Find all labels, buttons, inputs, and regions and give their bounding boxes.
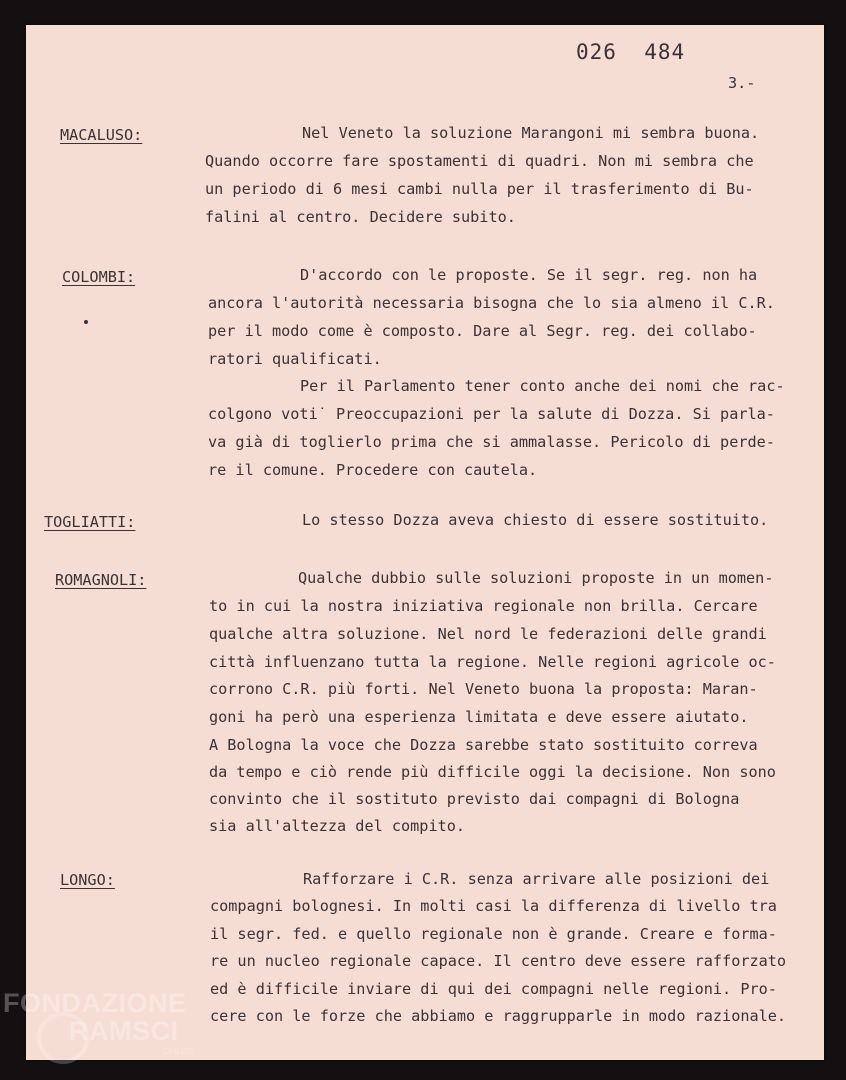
archive-number: 026 484 [576,40,686,64]
text-line: D'accordo con le proposte. Se il segr. reg. non ha [300,266,758,284]
speaker-colombi: COLOMBI: [62,268,136,286]
text-line: ratori qualificati. [208,350,382,368]
text-line: ed è difficile inviare di qui dei compagni nelle regioni. Pro- [210,980,777,998]
speaker-longo: LONGO: [60,871,115,889]
speaker-togliatti: TOGLIATTI: [44,513,136,531]
watermark-line-1: FONDAZIONE [3,988,187,1018]
watermark-line-3: ONLUS [163,1046,195,1056]
text-line: goni ha però una esperienza limitata e deve essere aiutato. [209,708,749,726]
text-line: Rafforzare i C.R. senza arrivare alle posizioni dei [303,870,770,888]
text-line: città influenzano tutta la regione. Nelle regioni agricole oc- [209,653,776,671]
text-line: Nel Veneto la soluzione Marangoni mi sembra buona. [302,124,760,142]
text-line: to in cui la nostra iniziativa regionale non brilla. Cercare [209,597,758,615]
text-line: cere con le forze che abbiamo e raggrupparle in modo razionale. [210,1007,787,1025]
ink-dot [84,320,88,324]
page-number: 3.- [728,74,756,92]
text-line: ancora l'autorità necessaria bisogna che lo sia almeno il C.R. [208,294,775,312]
text-line: da tempo e ciò rende più difficile oggi la decisione. Non sono [209,763,776,781]
text-line: per il modo come è composto. Dare al Segr. reg. dei collabo- [208,322,757,340]
text-line: compagni bolognesi. In molti casi la differenza di livello tra [210,897,777,915]
text-line: un periodo di 6 mesi cambi nulla per il trasferimento di Bu- [205,180,754,198]
text-line: falini al centro. Decidere subito. [205,208,516,226]
text-line: Per il Parlamento tener conto anche dei nomi che rac- [300,377,785,395]
text-line: il segr. fed. e quello regionale non è grande. Creare e forma- [210,925,777,943]
text-line: Quando occorre fare spostamenti di quadri. Non mi sembra che [205,152,754,170]
text-line: qualche altra soluzione. Nel nord le federazioni delle grandi [209,625,767,643]
text-line: colgono voti˙ Preoccupazioni per la salute di Dozza. Si parla- [208,405,775,423]
text-line: convinto che il sostituto previsto dai compagni di Bologna [209,790,740,808]
text-line: re un nucleo regionale capace. Il centro deve essere rafforzato [210,952,787,970]
text-line: A Bologna la voce che Dozza sarebbe stato sostituito correva [209,736,758,754]
speaker-macaluso: MACALUSO: [60,126,143,144]
text-line: re il comune. Procedere con cautela. [208,461,538,479]
text-line: corrono C.R. più forti. Nel Veneto buona la proposta: Maran- [209,680,758,698]
fondazione-gramsci-watermark [3,988,223,1068]
text-line: va già di toglierlo prima che si ammalasse. Pericolo di perde- [208,433,775,451]
text-line: Qualche dubbio sulle soluzioni proposte in un momen- [298,569,774,587]
text-line: sia all'altezza del compito. [209,817,466,835]
watermark-line-2: RAMSCI [69,1016,179,1046]
text-line: Lo stesso Dozza aveva chiesto di essere sostituito. [302,511,769,529]
speaker-romagnoli: ROMAGNOLI: [55,571,147,589]
